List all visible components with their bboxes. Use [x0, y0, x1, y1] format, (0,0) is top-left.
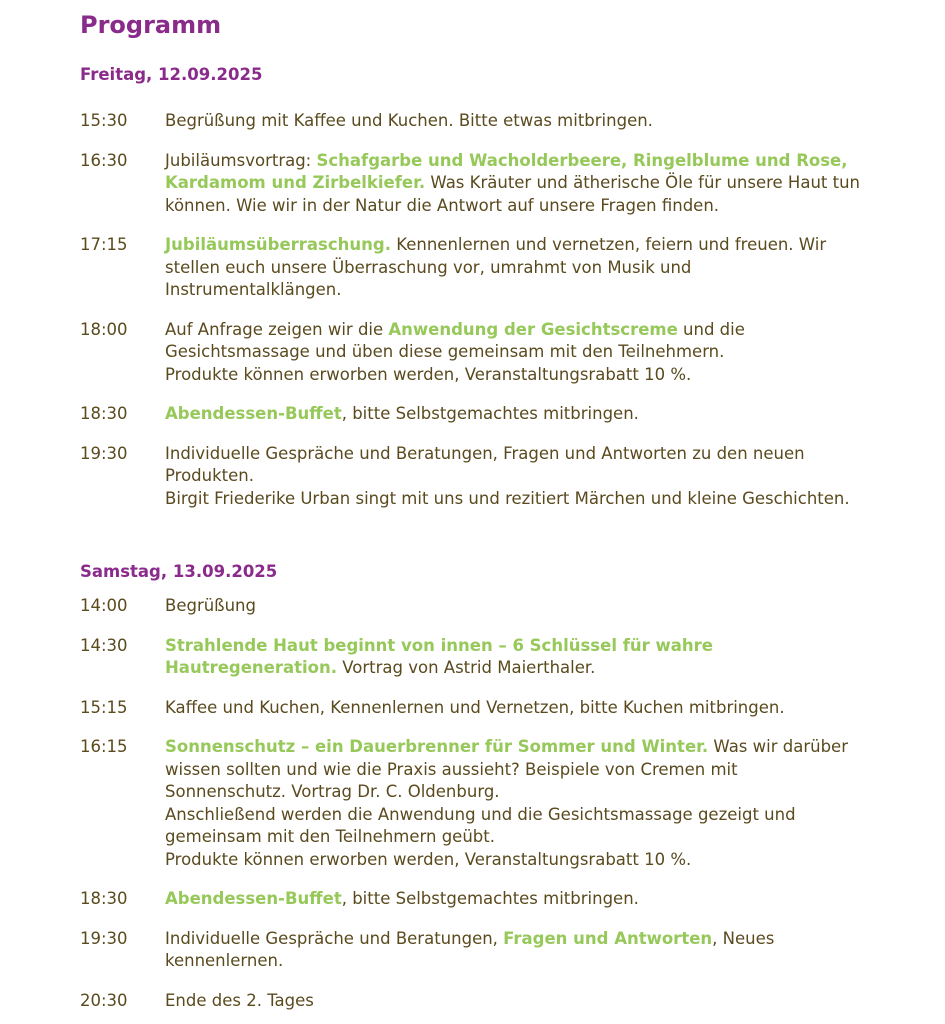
- description-text: Individuelle Gespräche und Beratungen, Fragen und Antworten zu den neuen: [165, 443, 805, 463]
- entry-time: 15:30: [80, 111, 128, 130]
- description-text: Produkten.: [165, 466, 254, 485]
- description-text: Jubiläumsvortrag:: [165, 150, 317, 170]
- description-text: Gesichtsmassage und üben diese gemeinsam mit den Teilnehmern.: [165, 342, 725, 361]
- schedule-entry: [80, 595, 910, 618]
- entry-description: [165, 635, 910, 680]
- description-line: [165, 443, 910, 466]
- entry-description: [165, 234, 910, 302]
- entry-description: [165, 888, 910, 911]
- highlighted-topic: Schafgarbe und Wacholderbeere, Ringelblume und Rose,: [316, 150, 848, 170]
- description-text: Ende des 2. Tages: [165, 990, 314, 1010]
- description-line: [165, 759, 910, 782]
- description-text: Anschließend werden die Anwendung und die Gesichtsmassage gezeigt und: [165, 804, 796, 824]
- description-line: [165, 928, 910, 951]
- entry-time: 19:30: [80, 443, 128, 463]
- entry-time: 18:00: [80, 319, 128, 339]
- description-text: , bitte Selbstgemachtes mitbringen.: [341, 889, 639, 908]
- highlighted-topic: Anwendung der Gesichtscreme: [388, 319, 678, 339]
- description-text: Instrumentalklängen.: [165, 280, 342, 299]
- description-line: [165, 826, 910, 849]
- entry-time: 19:30: [80, 928, 128, 948]
- description-line: [165, 888, 910, 911]
- description-text: gemeinsam mit den Teilnehmern geübt.: [165, 827, 495, 846]
- description-line: [165, 697, 910, 720]
- page-title: Programm: [80, 11, 222, 39]
- entry-description: [165, 403, 910, 426]
- highlighted-topic: Sonnenschutz – ein Dauerbrenner für Sommer und Winter.: [165, 737, 709, 756]
- schedule-entry: [80, 234, 910, 302]
- description-text: Begrüßung: [165, 596, 256, 615]
- schedule-entry: [80, 319, 910, 387]
- description-text: , bitte Selbstgemachtes mitbringen.: [341, 404, 639, 423]
- description-line: [165, 234, 910, 257]
- highlighted-topic: Jubiläumsüberraschung.: [165, 235, 391, 254]
- entry-time: 15:15: [80, 697, 128, 717]
- description-line: [165, 403, 910, 426]
- description-text: kennenlernen.: [165, 951, 284, 970]
- description-line: [165, 279, 910, 302]
- description-line: [165, 990, 910, 1013]
- highlighted-topic: Fragen und Antworten: [503, 928, 713, 948]
- entry-time: 16:15: [80, 737, 128, 756]
- description-text: , Neues: [712, 928, 775, 948]
- description-text: Produkte können erworben werden, Veranstaltungsrabatt 10 %.: [165, 849, 692, 869]
- entry-description: [165, 150, 910, 218]
- description-line: [165, 150, 910, 173]
- schedule-entry: [80, 110, 910, 133]
- entry-time: 14:30: [80, 635, 128, 655]
- description-line: [165, 195, 910, 218]
- entry-description: [165, 990, 910, 1013]
- entry-time: 18:30: [80, 889, 128, 908]
- entry-description: [165, 443, 910, 511]
- schedule-entry: [80, 443, 910, 511]
- schedule-entry: [80, 697, 910, 720]
- schedule-entry: [80, 990, 910, 1013]
- description-line: [165, 595, 910, 618]
- schedule-entry: [80, 736, 910, 871]
- highlighted-topic: Kardamom und Zirbelkiefer.: [165, 173, 426, 192]
- highlighted-topic: Strahlende Haut beginnt von innen – 6 Schlüssel für wahre: [165, 635, 713, 655]
- description-text: können. Wie wir in der Natur die Antwort auf unsere Fragen finden.: [165, 195, 720, 215]
- description-text: stellen euch unsere Überraschung vor, umrahmt von Musik und: [165, 257, 692, 277]
- schedule-entry: [80, 888, 910, 911]
- schedule-entry: [80, 928, 910, 973]
- description-text: Vortrag von Astrid Maierthaler.: [337, 658, 596, 677]
- schedule-list-saturday: [80, 595, 910, 1012]
- entry-description: [165, 595, 910, 618]
- entry-time: 14:00: [80, 596, 128, 615]
- entry-time: 17:15: [80, 235, 128, 254]
- description-line: [165, 110, 910, 133]
- description-text: Begrüßung mit Kaffee und Kuchen. Bitte etwas mitbringen.: [165, 111, 653, 130]
- entry-time: 20:30: [80, 990, 128, 1010]
- description-line: [165, 657, 910, 680]
- description-line: [165, 804, 910, 827]
- entry-description: [165, 319, 910, 387]
- description-text: Individuelle Gespräche und Beratungen,: [165, 928, 504, 948]
- description-line: [165, 635, 910, 658]
- schedule-entry: [80, 150, 910, 218]
- entry-description: [165, 928, 910, 973]
- description-line: [165, 257, 910, 280]
- description-line: [165, 736, 910, 759]
- description-line: [165, 172, 910, 195]
- description-line: [165, 849, 910, 872]
- entry-description: [165, 736, 910, 871]
- schedule-entry: [80, 403, 910, 426]
- description-text: Auf Anfrage zeigen wir die: [165, 319, 389, 339]
- description-line: [165, 465, 910, 488]
- description-text: Sonnenschutz. Vortrag Dr. C. Oldenburg.: [165, 782, 500, 801]
- entry-description: [165, 697, 910, 720]
- description-line: [165, 319, 910, 342]
- description-text: Produkte können erworben werden, Veranstaltungsrabatt 10 %.: [165, 364, 692, 384]
- schedule-list-friday: [80, 110, 910, 510]
- highlighted-topic: Abendessen-Buffet: [165, 404, 342, 423]
- day-heading-friday: Freitag, 12.09.2025: [80, 65, 263, 84]
- description-text: Was wir darüber: [708, 737, 848, 756]
- entry-time: 16:30: [80, 150, 128, 170]
- description-line: [165, 488, 910, 511]
- description-text: Birgit Friederike Urban singt mit uns und rezitiert Märchen und kleine Geschichten.: [165, 488, 850, 508]
- day-heading-saturday: Samstag, 13.09.2025: [80, 562, 278, 581]
- description-text: Was Kräuter und ätherische Öle für unsere Haut tun: [425, 173, 860, 192]
- description-text: Kaffee und Kuchen, Kennenlernen und Vernetzen, bitte Kuchen mitbringen.: [165, 697, 785, 717]
- description-line: [165, 364, 910, 387]
- highlighted-topic: Abendessen-Buffet: [165, 889, 342, 908]
- description-line: [165, 950, 910, 973]
- description-line: [165, 341, 910, 364]
- entry-time: 18:30: [80, 404, 128, 423]
- entry-description: [165, 110, 910, 133]
- description-text: Kennenlernen und vernetzen, feiern und freuen. Wir: [390, 235, 827, 254]
- description-text: wissen sollten und wie die Praxis aussieht? Beispiele von Cremen mit: [165, 759, 738, 779]
- schedule-entry: [80, 635, 910, 680]
- highlighted-topic: Hautregeneration.: [165, 658, 338, 677]
- description-line: [165, 781, 910, 804]
- description-text: und die: [677, 319, 745, 339]
